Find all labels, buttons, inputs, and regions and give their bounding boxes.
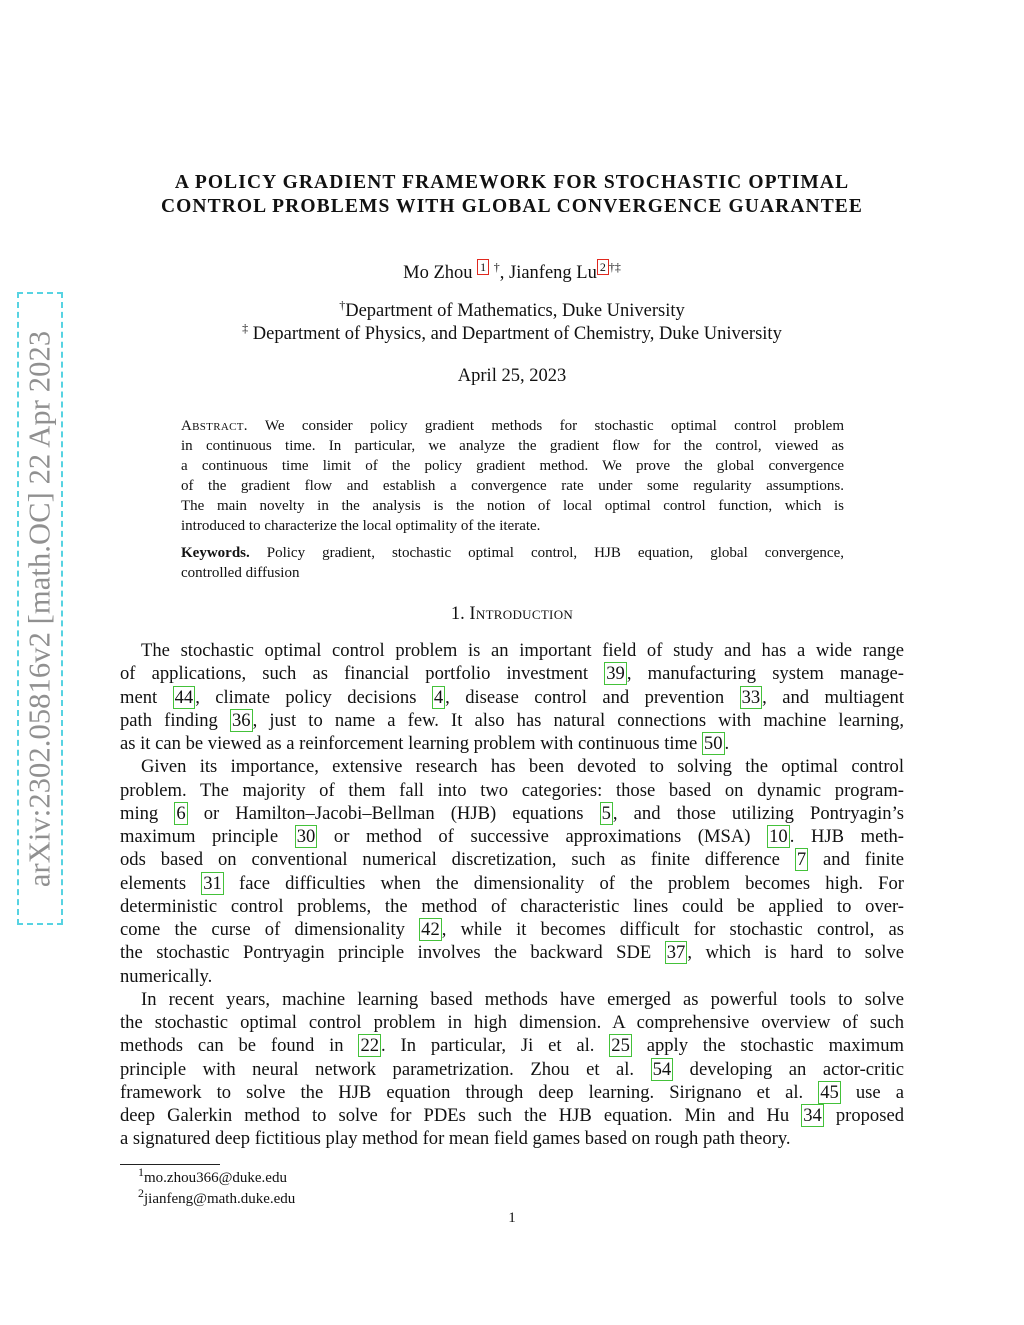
title-line-2: CONTROL PROBLEMS WITH GLOBAL CONVERGENCE GUARANTEE <box>160 196 864 217</box>
author-2: Jianfeng Lu <box>509 263 597 284</box>
text-run: path finding <box>120 709 230 731</box>
keywords-label: Keywords. <box>181 544 250 561</box>
citation-link[interactable]: 7 <box>796 849 807 871</box>
text-run: numerically. <box>120 965 213 987</box>
author-2-marks: †‡ <box>608 260 621 274</box>
text-run: a signatured deep fictitious play method for mean field games based on rough path theory. <box>120 1128 791 1150</box>
title-line-1: A POLICY GRADIENT FRAMEWORK FOR STOCHASTIC OPTIMAL <box>174 172 850 193</box>
text-line <box>120 732 904 755</box>
abstract-line <box>181 416 844 436</box>
text-line <box>120 1104 904 1127</box>
keywords-line <box>181 543 844 563</box>
abstract-line: in continuous time. In particular, we analyze the gradient flow for the control, viewed as <box>181 438 844 455</box>
footnote-1-number: 1 <box>138 1165 144 1179</box>
citation-link[interactable]: 39 <box>606 663 625 685</box>
author-1: Mo Zhou <box>403 263 473 284</box>
dagger-mark: † <box>339 297 346 312</box>
text-run: problem. The majority of them fall into two categories: those based on dynamic program- <box>120 779 904 801</box>
abstract <box>181 416 844 583</box>
citation-link[interactable]: 30 <box>296 826 316 847</box>
text-line <box>120 1034 904 1057</box>
citation-link[interactable]: 50 <box>703 733 723 754</box>
text-line <box>120 941 904 964</box>
citation-link[interactable]: 54 <box>652 1058 672 1080</box>
text-run: maximum principle <box>120 826 295 847</box>
section-heading <box>80 604 944 625</box>
section-title: Introduction <box>469 604 574 624</box>
footnote-2-number: 2 <box>138 1186 144 1200</box>
abstract-line: a continuous time limit of the policy gradient method. We prove the global convergence <box>181 458 844 475</box>
text-run: ment <box>120 686 173 708</box>
footnotes <box>138 1165 296 1210</box>
abstract-line: introduced to characterize the local optimality of the iterate. <box>181 518 541 535</box>
text-run: framework to solve the HJB equation through deep learning. Sirignano et al. <box>120 1081 819 1103</box>
footnote-link-1[interactable]: 1 <box>477 259 489 275</box>
text-run: methods can be found in <box>120 1035 359 1057</box>
text-line <box>120 779 904 802</box>
text-run: In recent years, machine learning based methods have emerged as powerful tools to solve <box>141 988 904 1010</box>
text-line <box>120 895 904 918</box>
author-line <box>80 261 944 284</box>
abstract-label: Abstract. <box>181 418 248 434</box>
abstract-text: We consider policy gradient methods for stochastic optimal control problem <box>247 418 844 434</box>
footnote-link-2[interactable]: 2 <box>597 259 609 275</box>
text-run: as it can be viewed as a reinforcement learning problem with continuous time <box>120 733 702 754</box>
affiliation-ddagger <box>80 320 944 345</box>
text-run: deterministic control problems, the method of characteristic lines could be applied to over- <box>120 895 904 917</box>
citation-link[interactable]: 4 <box>433 686 444 708</box>
author-separator: , <box>499 263 509 284</box>
author-1-marks: † <box>493 260 500 274</box>
text-run: developing an actor-critic <box>673 1058 904 1080</box>
body-text <box>120 639 904 1151</box>
footnote-2 <box>138 1186 296 1210</box>
text-run: Given its importance, extensive research has been devoted to solving the optimal control <box>141 756 904 778</box>
text-line <box>120 1058 904 1081</box>
citation-link[interactable]: 42 <box>421 919 440 940</box>
ddagger-mark: ‡ <box>242 320 249 335</box>
text-line <box>120 872 904 895</box>
affiliation-ddagger-text: Department of Physics, and Department of Chemistry, Duke University <box>248 324 782 344</box>
footnote-rule <box>120 1164 220 1165</box>
text-run: apply the stochastic maximum <box>631 1035 904 1057</box>
text-run: or method of successive approximations (MSA) <box>317 826 768 847</box>
text-run: the stochastic Pontryagin principle involves the backward SDE <box>120 942 665 964</box>
text-line <box>120 918 904 941</box>
arxiv-stamp <box>17 292 63 925</box>
text-run: of applications, such as financial portfolio investment <box>120 663 605 685</box>
text-run: ods based on conventional numerical discretization, such as finite difference <box>120 849 795 871</box>
text-run: . In particular, Ji et al. <box>381 1035 610 1057</box>
arxiv-identifier[interactable]: arXiv:2302.05816v2 [math.OC] 22 Apr 2023 <box>22 330 57 887</box>
text-run: , which is hard to solve <box>687 942 904 964</box>
citation-link[interactable]: 33 <box>741 686 761 708</box>
section-number: 1. <box>450 604 465 624</box>
text-run: , just to name a few. It also has natural connections with machine learning, <box>252 709 905 731</box>
text-line <box>120 662 904 685</box>
citation-link[interactable]: 5 <box>601 802 611 824</box>
citation-link[interactable]: 22 <box>360 1035 380 1057</box>
text-line <box>120 802 904 825</box>
text-run: , climate policy decisions <box>195 686 432 708</box>
citation-link[interactable]: 10 <box>769 826 788 847</box>
text-run: or Hamilton–Jacobi–Bellman (HJB) equations <box>187 802 600 824</box>
footnote-1 <box>138 1165 295 1189</box>
paper-date: April 25, 2023 <box>457 366 567 386</box>
text-run: deep Galerkin method to solve for PDEs such the HJB equation. Min and Hu <box>120 1105 802 1126</box>
text-run: . HJB meth- <box>789 826 904 847</box>
keywords-text: Policy gradient, stochastic optimal control, HJB equation, global convergence, <box>249 544 844 561</box>
text-run: , and multiagent <box>762 686 904 708</box>
keywords-line: controlled diffusion <box>181 564 300 581</box>
footnote-2-email[interactable]: jianfeng@math.duke.edu <box>144 1191 296 1207</box>
text-line <box>120 988 904 1011</box>
paragraph <box>120 639 904 755</box>
text-line <box>120 1011 904 1034</box>
text-run: The stochastic optimal control problem is an important field of study and has a wide range <box>141 640 904 661</box>
text-run: , while it becomes difficult for stochastic control, as <box>441 919 904 940</box>
text-line <box>120 709 904 732</box>
text-run: come the curse of dimensionality <box>120 919 420 940</box>
text-run: , manufacturing system manage- <box>626 663 904 685</box>
text-run: ming <box>120 802 175 824</box>
citation-link[interactable]: 37 <box>666 942 686 964</box>
text-line <box>120 1127 904 1150</box>
citation-link[interactable]: 34 <box>803 1105 822 1126</box>
paragraph <box>120 988 904 1151</box>
text-line <box>120 825 904 848</box>
text-run: proposed <box>823 1105 904 1126</box>
text-line <box>120 1081 904 1104</box>
citation-link[interactable]: 25 <box>611 1035 630 1057</box>
citation-link[interactable]: 31 <box>203 872 222 894</box>
text-line <box>120 848 904 871</box>
text-line <box>120 755 904 778</box>
text-line <box>120 965 904 988</box>
abstract-line: of the gradient flow and establish a convergence rate under some regularity assumptions. <box>181 478 844 495</box>
citation-link[interactable]: 45 <box>820 1081 839 1103</box>
paragraph <box>120 755 904 988</box>
text-line <box>120 639 904 662</box>
text-run: the stochastic optimal control problem in high dimension. A comprehensive overview of such <box>120 1012 904 1033</box>
text-run: use a <box>840 1081 904 1103</box>
text-run: face difficulties when the dimensionality of the problem becomes high. For <box>223 872 905 894</box>
text-run: . <box>724 733 730 754</box>
affiliation-dagger <box>80 297 944 322</box>
citation-link[interactable]: 6 <box>176 802 186 824</box>
affiliation-dagger-text: Department of Mathematics, Duke University <box>345 301 685 321</box>
page-number: 1 <box>508 1210 516 1226</box>
abstract-line: The main novelty in the analysis is the notion of local optimal control function, which is <box>181 498 844 515</box>
text-run: , disease control and prevention <box>445 686 740 708</box>
citation-link[interactable]: 44 <box>174 686 194 708</box>
text-run: and finite <box>808 849 905 871</box>
citation-link[interactable]: 36 <box>231 709 251 731</box>
paper-title <box>80 171 944 219</box>
text-run: principle with neural network parametrization. Zhou et al. <box>120 1058 651 1080</box>
text-line <box>120 686 904 709</box>
text-run: elements <box>120 872 202 894</box>
text-run: , and those utilizing Pontryagin’s <box>612 802 904 824</box>
footnote-1-email[interactable]: mo.zhou366@duke.edu <box>144 1170 287 1186</box>
